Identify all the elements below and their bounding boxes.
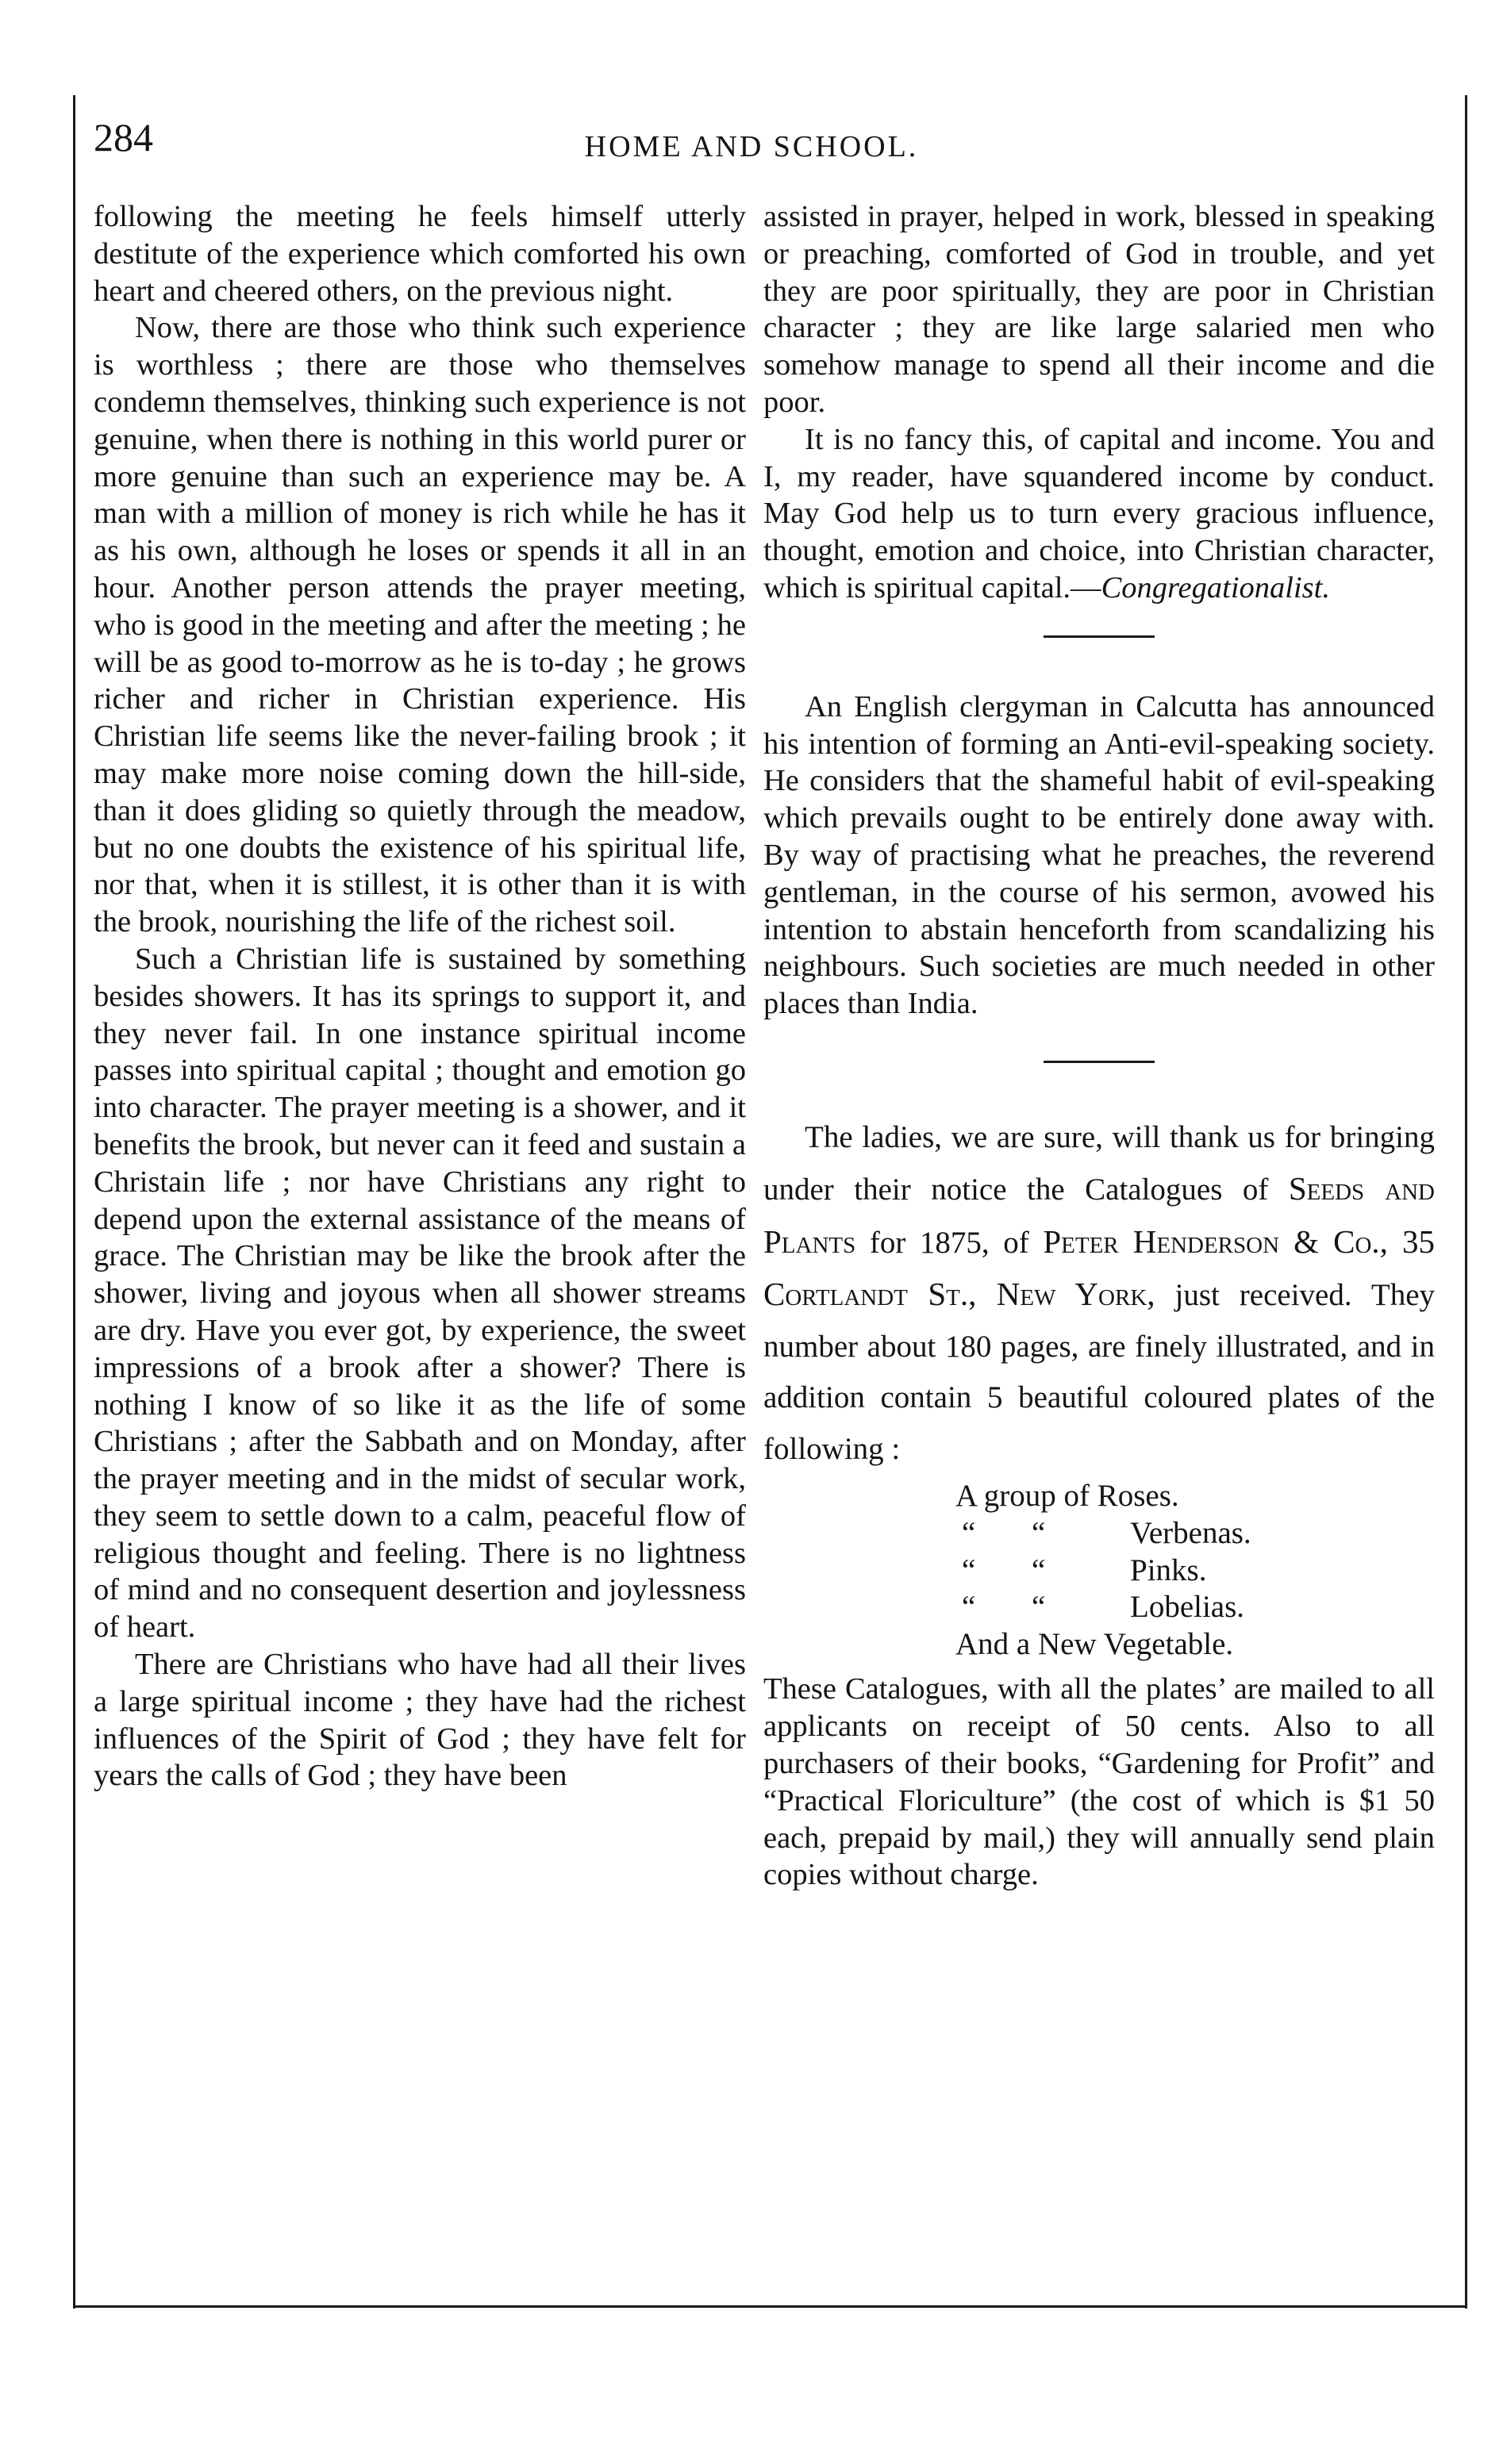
plate-item bbox=[763, 1515, 1435, 1552]
section-divider bbox=[1044, 635, 1155, 638]
page-number: 284 bbox=[94, 115, 153, 159]
source-attribution: Congregationalist. bbox=[1101, 570, 1330, 604]
notice-paragraph bbox=[763, 1112, 1435, 1476]
plate-item-label: And a New Vegetable. bbox=[955, 1626, 1234, 1661]
ditto-mark: “ bbox=[1032, 1516, 1046, 1551]
paragraph: There are Christians who have had all their lives a large spiritual income ; they have had the richest influences of the Spirit of God ; they have felt for years the calls of God ; they have been bbox=[94, 1648, 746, 1793]
page-frame-bottom-rule bbox=[73, 2305, 1467, 2308]
paragraph-text: It is no fancy this, of capital and income. You and I, my reader, have squandered income by conduct. May God help us to turn every gracious influence, thought, emotion and choice, into Christian character, which is spiritual capital.— bbox=[763, 422, 1435, 604]
left-column bbox=[94, 198, 746, 1794]
paragraph: Now, there are those who think such experience is worthless ; there are those who themselves condemn themselves, thinking such experience is not genuine, when there is nothing in this world purer or more genuine than such an experience may be. A man with a million of money is rich while he has it as his own, although he loses or spends it all in an hour. Another person attends the prayer meeting, who is good in the meeting and after the meeting ; he will be as good to-morrow as he is to-day ; he grows richer and richer in Christian experience. His Christian life seems like the never-failing brook ; it may make more noise coming down the hill-side, than it does gliding so quietly through the meadow, but no one doubts the existence of his spiritual life, nor that, when it is stillest, it is other than it is with the brook, nourishing the life of the richest soil. bbox=[94, 311, 746, 939]
running-title: HOME AND SCHOOL. bbox=[584, 130, 919, 163]
plate-item-label: Pinks. bbox=[1130, 1552, 1207, 1587]
paragraph: Such a Christian life is sustained by something besides showers. It has its springs to support it, and they never fail. In one instance spiritual income passes into spiritual capital ; thought and emotion go into character. The prayer meeting is a shower, and it benefits the brook, but never can it feed and sustain a Christain life ; nor have Christians any right to depend upon the external assistance of the means of grace. The Christian may be like the brook after the shower, living and joyous when all shower streams are dry. Have you ever got, by experience, the sweet impressions of a brook after a shower? There is nothing I know of so like it as the life of some Christians ; after the Sabbath and on Monday, after the prayer meeting and in the midst of secular work, they seem to settle down to a calm, peaceful flow of religious thought and feeling. There is no lightness of mind and no consequent desertion and joylessness of heart. bbox=[94, 942, 746, 1645]
paragraph bbox=[763, 421, 1435, 607]
plate-item-label: Verbenas. bbox=[1130, 1516, 1251, 1551]
plate-item-label: Lobelias. bbox=[1130, 1590, 1245, 1625]
notice-text: for 1875, of bbox=[855, 1225, 1044, 1260]
right-column bbox=[763, 198, 1435, 1894]
plates-list bbox=[763, 1478, 1435, 1663]
paragraph: assisted in prayer, helped in work, blessed in speaking or preaching, comforted of God in trouble, and yet they are poor spiritually, they are poor in Christian character ; they are like large salaried men who somehow manage to spend all their income and die poor. bbox=[763, 200, 1435, 419]
notice-text: just received. They number about 180 pages, are finely illustrated, and in addition contain 5 beautiful coloured plates of the following : bbox=[763, 1278, 1436, 1466]
section-divider bbox=[1044, 1061, 1155, 1063]
plate-item bbox=[763, 1589, 1435, 1626]
notice-text: The ladies, we are sure, will thank us for bringing under their notice the Catalogues of bbox=[763, 1119, 1435, 1207]
ditto-mark: “ bbox=[1032, 1590, 1046, 1625]
notice-closing: These Catalogues, with all the plates’ are mailed to all applicants on receipt of 50 cents. Also to all purchasers of their books, “Gardening for Profit” and “Practical Floriculture” (the cost of which is $1 50 each, prepaid by mail,) they will annually send plain copies without charge. bbox=[763, 1672, 1435, 1892]
news-item: An English clergyman in Calcutta has announced his intention of forming an Anti-evil-speaking society. He considers that the shameful habit of evil-speaking which prevails ought to be entirely done away with. By way of practising what he preaches, the reverend gentleman, in the course of his sermon, avowed his intention to abstain henceforth from scandalizing his neighbours. Such societies are much needed in other places than India. bbox=[763, 689, 1435, 1021]
ditto-mark: “ bbox=[1032, 1552, 1046, 1587]
page-frame-right-rule bbox=[1465, 95, 1467, 2309]
ditto-mark: “ bbox=[962, 1552, 976, 1587]
plate-item bbox=[763, 1552, 1435, 1590]
seeds-and-plants-label: Seeds and Plants bbox=[763, 1170, 1435, 1260]
plate-item bbox=[763, 1478, 1435, 1515]
plate-item bbox=[763, 1626, 1435, 1664]
paragraph: following the meeting he feels himself utterly destitute of the experience which comforted his own heart and cheered others, on the previous night. bbox=[94, 200, 746, 308]
ditto-mark: “ bbox=[962, 1516, 976, 1551]
catalogue-notice bbox=[763, 1112, 1435, 1476]
company-name: Peter Henderson & Co., 35 Cortlandt St., New York, bbox=[763, 1222, 1435, 1313]
ditto-mark: “ bbox=[962, 1590, 976, 1625]
page-frame-left-rule bbox=[73, 95, 75, 2309]
plate-item-label: A group of Roses. bbox=[955, 1479, 1179, 1514]
